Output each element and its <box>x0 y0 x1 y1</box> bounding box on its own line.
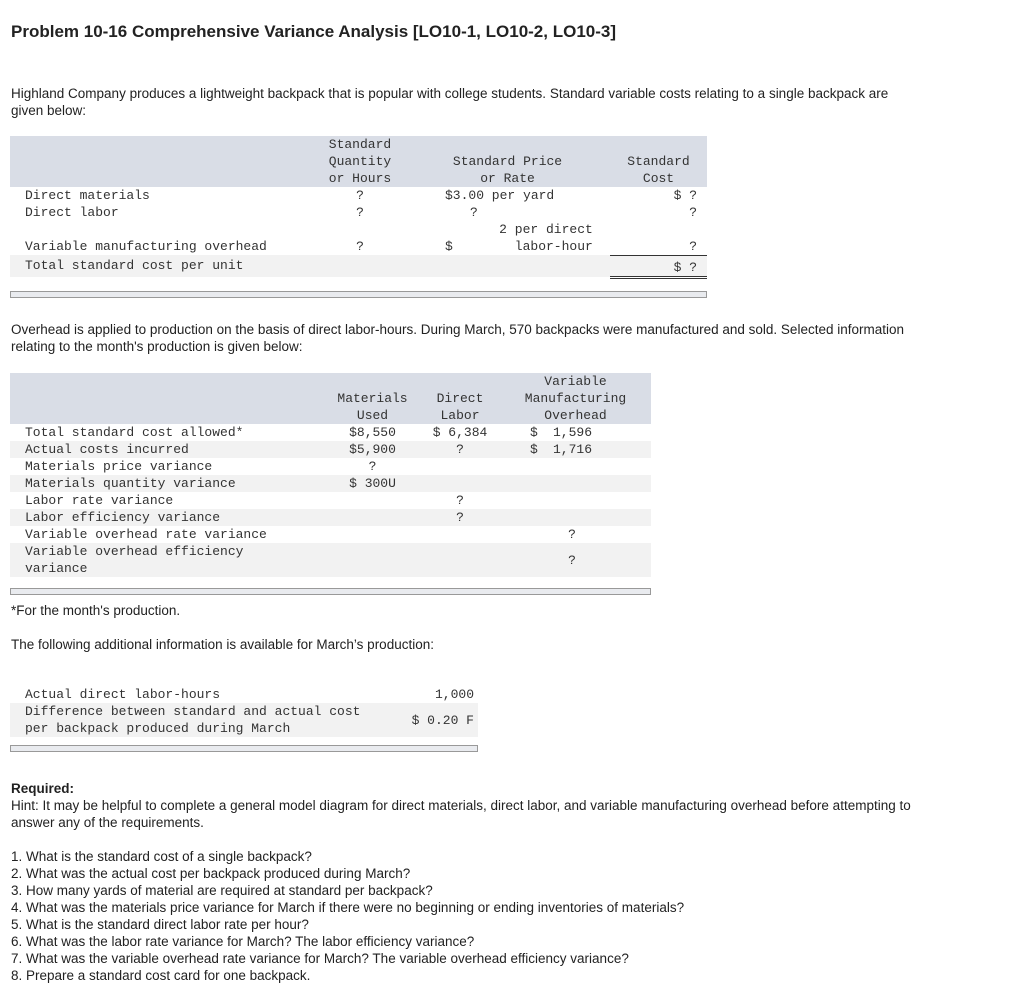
labor-value <box>420 475 500 492</box>
total-row: Total standard cost per unit $ ? <box>10 255 707 277</box>
row-label: Variable overhead rate variance <box>25 527 267 542</box>
materials-value: $ 300U <box>325 475 420 492</box>
additional-info-table <box>10 686 478 737</box>
row-label: Labor rate variance <box>25 493 174 508</box>
header-std-cost: Standard Cost <box>610 136 707 187</box>
header-std-price: Standard Price or Rate <box>405 136 610 187</box>
question-item: 7. What was the variable overhead rate variance for March? The variable overhead efficiency variance? <box>11 951 629 966</box>
question-item: 8. Prepare a standard cost card for one backpack. <box>11 968 311 983</box>
overhead-text: Overhead is applied to production on the basis of direct labor-hours. During March, 570 backpacks were manufactured and sold. Selected information relating to the month's production is given below: <box>11 322 904 354</box>
labor-value: ? <box>420 441 500 458</box>
table-row <box>10 526 651 543</box>
materials-value <box>325 492 420 509</box>
row-label: Labor efficiency variance <box>25 510 221 525</box>
row-label: Total standard cost allowed* <box>25 425 244 440</box>
header-std-qty: Standard Quantity or Hours <box>315 136 405 187</box>
header-materials: Materials Used <box>325 373 420 424</box>
question-item: 5. What is the standard direct labor rate per hour? <box>11 917 309 932</box>
question-item: 4. What was the materials price variance for March if there were no beginning or ending inventories of materials? <box>11 900 685 915</box>
labor-value <box>420 526 500 543</box>
materials-value <box>325 526 420 543</box>
materials-value: ? <box>368 459 377 474</box>
question-item: 6. What was the labor rate variance for March? The labor efficiency variance? <box>11 934 475 949</box>
materials-value <box>325 509 420 526</box>
labor-value <box>420 458 500 475</box>
question-item: 3. How many yards of material are required at standard per backpack? <box>11 883 433 898</box>
labor-value: ? <box>456 493 464 508</box>
required-label: Required: <box>11 781 75 796</box>
table-row <box>10 458 651 475</box>
header-labor: Direct Labor <box>420 373 500 424</box>
table-divider <box>10 588 651 595</box>
table-row: Variable manufacturing overhead ? $2 per direct labor-hour ? <box>10 221 707 255</box>
table-divider <box>10 745 478 752</box>
materials-value <box>325 543 420 577</box>
question-item: 1. What is the standard cost of a single backpack? <box>11 849 312 864</box>
table-row <box>10 543 651 577</box>
intro-text: Highland Company produces a lightweight backpack that is popular with college students. Standard variable costs relating to a single backpack are given below: <box>11 86 889 118</box>
overhead-value: ? <box>568 527 576 542</box>
overhead-value: ? <box>568 552 576 568</box>
hint-text: Hint: It may be helpful to complete a general model diagram for direct materials, direct labor, and variable manufacturing overhead before attempting to answer any of the requirements. <box>11 798 911 830</box>
page-title: Problem 10-16 Comprehensive Variance Analysis [LO10-1, LO10-2, LO10-3] <box>11 22 617 41</box>
labor-value: ? <box>420 509 500 526</box>
overhead-symbol: $ <box>530 425 538 440</box>
additional-info-text: The following additional information is available for March’s production: <box>11 637 434 652</box>
overhead-value: 1,596 <box>552 425 592 440</box>
row-label: Variable overhead efficiency variance <box>25 544 244 576</box>
table-row <box>10 441 651 458</box>
overhead-symbol: $ <box>530 442 538 457</box>
standard-cost-table <box>10 136 707 279</box>
question-item: 2. What was the actual cost per backpack produced during March? <box>11 866 411 881</box>
labor-value <box>420 543 500 577</box>
variance-table <box>10 373 651 577</box>
row-label: Actual costs incurred <box>25 442 189 457</box>
footnote: *For the month's production. <box>11 603 181 618</box>
questions-list <box>11 848 684 984</box>
table-row <box>10 509 651 526</box>
row-label: Materials quantity variance <box>25 476 236 491</box>
row-label: Materials price variance <box>25 459 213 474</box>
overhead-value: 1,716 <box>552 442 592 457</box>
table-row: Direct labor ? ? ? <box>25 205 697 220</box>
labor-value: $ 6,384 <box>432 425 488 440</box>
table-divider <box>10 291 707 298</box>
table-row <box>10 475 651 492</box>
materials-value: $8,550 <box>349 425 396 440</box>
table-row: Actual direct labor-hours 1,000 <box>25 687 474 702</box>
table-row <box>10 424 651 441</box>
materials-value: $5,900 <box>325 441 420 458</box>
table-row <box>10 492 651 509</box>
table-row: Direct materials ? $3.00 per yard $ ? <box>25 188 697 203</box>
header-overhead: Variable Manufacturing Overhead <box>500 373 651 424</box>
table-row: Difference between standard and actual cost per backpack produced during March $ 0.20 F <box>10 703 478 737</box>
